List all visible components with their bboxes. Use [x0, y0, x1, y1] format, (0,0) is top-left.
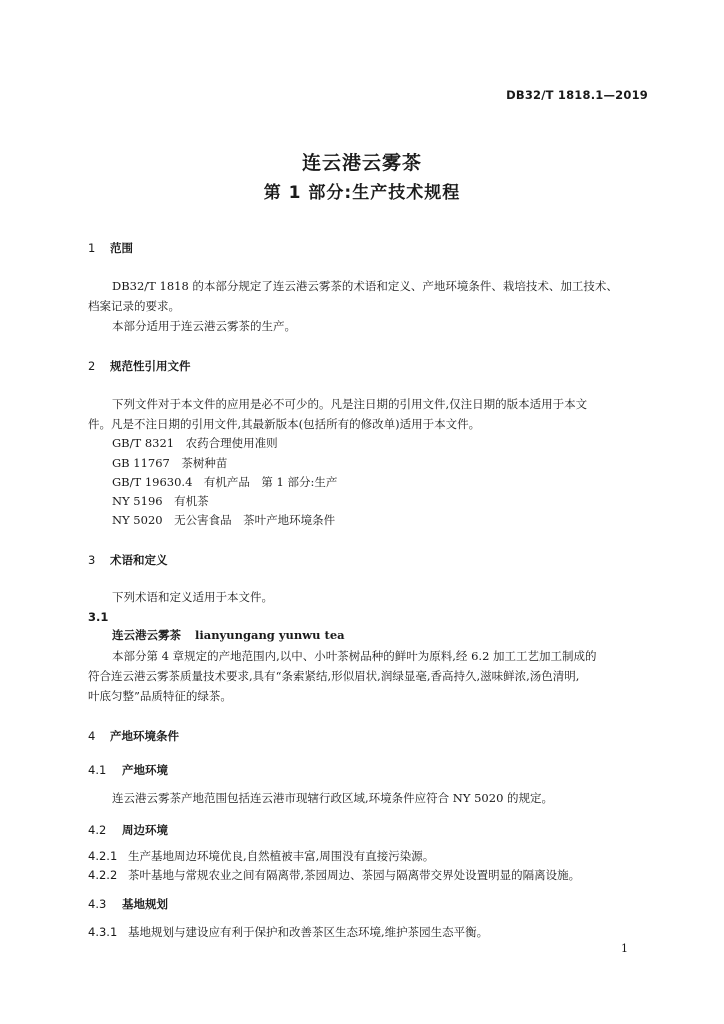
document-title: 连云港云雾茶	[301, 152, 422, 174]
definition-text: 符合连云港云雾茶质量技术要求,具有“条索紧结,形似眉状,润绿显毫,香高持久,滋味鲜浓,汤色清明,	[88, 669, 580, 683]
definition-text: 叶底匀整”品质特征的绿茶。	[88, 689, 232, 703]
section-3-heading	[88, 552, 168, 568]
term-chinese: 连云港云雾茶	[112, 628, 181, 642]
term-entry	[112, 627, 345, 643]
clause-number: 4.2.2	[88, 868, 118, 882]
subsection-title: 基地规划	[122, 897, 169, 911]
clause-item	[88, 924, 488, 940]
section-2-heading	[88, 358, 191, 374]
subsection-title: 产地环境	[122, 763, 169, 777]
definition-text: 本部分第 4 章规定的产地范围内,以中、小叶茶树品种的鲜叶为原料,经 6.2 加工工艺加工制成的	[112, 649, 597, 663]
clause-text: 茶叶基地与常规农业之间有隔离带,茶园周边、茶园与隔离带交界处设置明显的隔离设施。	[128, 868, 581, 882]
section-title: 规范性引用文件	[110, 359, 191, 373]
standard-code: DB32/T 1818.1—2019	[506, 88, 648, 102]
subsection-number: 4.3	[88, 897, 107, 911]
reference-item: NY 5196 有机茶	[112, 494, 209, 508]
term-english: lianyungang yunwu tea	[195, 628, 345, 642]
paragraph: 档案记录的要求。	[88, 299, 180, 313]
paragraph: 本部分适用于连云港云雾茶的生产。	[112, 319, 296, 333]
paragraph: DB32/T 1818 的本部分规定了连云港云雾茶的术语和定义、产地环境条件、栽培技术、加工技术、	[112, 279, 618, 293]
clause-text: 基地规划与建设应有利于保护和改善茶区生态环境,维护茶园生态平衡。	[128, 925, 489, 939]
document-subtitle: 第 1 部分:生产技术规程	[263, 183, 461, 203]
clause-item	[88, 867, 580, 883]
reference-item: GB/T 19630.4 有机产品 第 1 部分:生产	[112, 475, 338, 489]
section-number: 3	[88, 553, 96, 567]
subsection-4-1-heading	[88, 762, 168, 778]
section-title: 产地环境条件	[110, 729, 180, 743]
subsection-title: 周边环境	[122, 823, 169, 837]
clause-text: 生产基地周边环境优良,自然植被丰富,周围没有直接污染源。	[128, 849, 435, 863]
paragraph: 下列文件对于本文件的应用是必不可少的。凡是注日期的引用文件,仅注日期的版本适用于本文	[112, 397, 588, 411]
paragraph: 下列术语和定义适用于本文件。	[112, 590, 273, 604]
section-4-heading	[88, 728, 179, 744]
reference-item: NY 5020 无公害食品 茶叶产地环境条件	[112, 513, 336, 527]
subsection-number: 4.2	[88, 823, 107, 837]
paragraph: 件。凡是不注日期的引用文件,其最新版本(包括所有的修改单)适用于本文件。	[88, 417, 481, 431]
subsection-4-3-heading	[88, 896, 168, 912]
subsection-number: 4.1	[88, 763, 107, 777]
section-number: 4	[88, 729, 96, 743]
reference-item: GB/T 8321 农药合理使用准则	[112, 436, 278, 450]
subsection-4-2-heading	[88, 822, 168, 838]
section-number: 1	[88, 241, 96, 255]
clause-number: 4.3.1	[88, 925, 118, 939]
section-1-heading	[88, 240, 133, 256]
clause-item	[88, 848, 434, 864]
paragraph: 连云港云雾茶产地范围包括连云港市现辖行政区域,环境条件应符合 NY 5020 的规定。	[112, 791, 554, 805]
reference-item: GB 11767 茶树种苗	[112, 456, 228, 470]
clause-number: 4.2.1	[88, 849, 118, 863]
page-number: 1	[621, 942, 628, 955]
subsection-number: 3.1	[88, 610, 109, 624]
section-title: 术语和定义	[110, 553, 168, 567]
section-number: 2	[88, 359, 96, 373]
section-title: 范围	[110, 241, 134, 255]
